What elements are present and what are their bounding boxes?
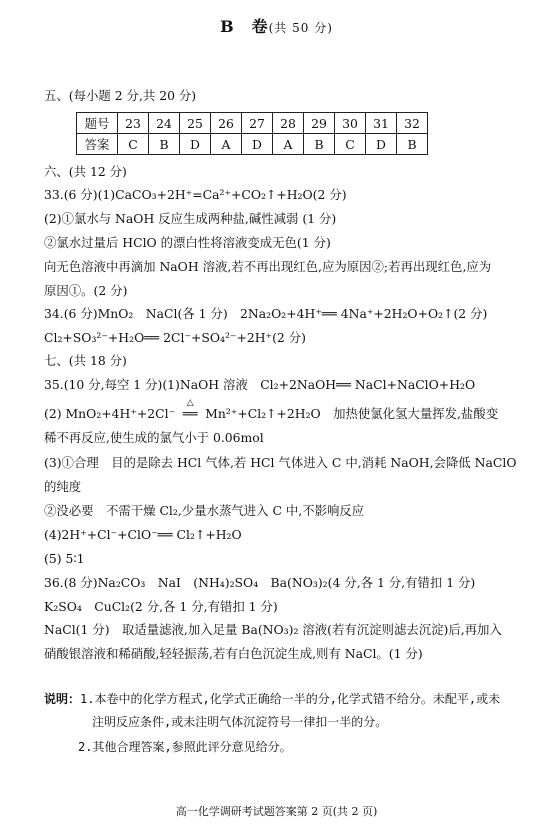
answer-cell: A (211, 134, 242, 155)
q33-line4a: 向无色溶液中再滴加 NaOH 溶液,若不再出现红色,应为原因②;若再出现红色,应为 (44, 259, 492, 274)
q33-line4b: 原因①。(2 分) (44, 283, 128, 298)
question-number-cell: 23 (118, 113, 149, 134)
page-footer: 高一化学调研考试题答案第 2 页(共 2 页) (175, 805, 378, 818)
q35-line5: 的纯度 (44, 479, 82, 494)
answer-cell: B (304, 134, 335, 155)
title-sub: (共 50 分) (268, 21, 333, 35)
question-number-cell: 31 (366, 113, 397, 134)
page-title (0, 14, 553, 37)
answer-cell: B (149, 134, 180, 155)
table-header-cell: 答案 (77, 134, 118, 155)
answer-cell: C (118, 134, 149, 155)
question-number-cell: 29 (304, 113, 335, 134)
q33-line3: ②氯水过量后 HClO 的漂白性将溶液变成无色(1 分) (44, 235, 331, 250)
question-number-cell: 28 (273, 113, 304, 134)
q34-line1: 34.(6 分)MnO₂ NaCl(各 1 分) 2Na₂O₂+4H⁺══ 4Na⁺+2H₂O+O₂↑(2 分) (44, 306, 488, 321)
q35-line4: (3)①合理 目的是除去 HCl 气体,若 HCl 气体进入 C 中,消耗 NaOH,会降低 NaClO (44, 455, 517, 470)
q34-line2: Cl₂+SO₃²⁻+H₂O══ 2Cl⁻+SO₄²⁻+2H⁺(2 分) (44, 330, 306, 345)
question-number-cell: 25 (180, 113, 211, 134)
table-row (77, 113, 428, 134)
q35-line1: 35.(10 分,每空 1 分)(1)NaOH 溶液 Cl₂+2NaOH══ NaCl+NaClO+H₂O (44, 377, 476, 392)
question-number-cell: 30 (335, 113, 366, 134)
answer-cell: C (335, 134, 366, 155)
answer-cell: A (273, 134, 304, 155)
answer-cell: D (180, 134, 211, 155)
q35-line8: (5) 5∶1 (44, 551, 85, 566)
q35-line2 (44, 398, 499, 422)
table-row (77, 134, 428, 155)
q35-line3: 稀不再反应,使生成的氯气小于 0.06mol (44, 430, 264, 445)
note-label: 说明： (44, 692, 81, 706)
answer-cell: B (397, 134, 428, 155)
heat-arrow: △ ══ (175, 406, 205, 422)
note-1b: 注明反应条件,或未注明气体沉淀符号一律扣一半的分。 (92, 715, 388, 729)
section7-heading: 七、(共 18 分) (44, 353, 127, 368)
title-main: B 卷 (220, 17, 269, 36)
question-number-cell: 32 (397, 113, 428, 134)
answer-cell: D (242, 134, 273, 155)
note-1a: 1.本卷中的化学方程式,化学式正确给一半的分,化学式错不给分。未配平,或未 (80, 692, 501, 706)
note-line1 (44, 691, 500, 707)
note-2: 2.其他合理答案,参照此评分意见给分。 (78, 740, 292, 754)
q36-line2: K₂SO₄ CuCl₂(2 分,各 1 分,有错扣 1 分) (44, 599, 278, 614)
q36-line3: NaCl(1 分) 取适量滤液,加入足量 Ba(NO₃)₂ 溶液(若有沉淀则滤去沉淀)后,再加入 (44, 622, 502, 637)
section5-heading: 五、(每小题 2 分,共 20 分) (44, 88, 197, 103)
table-header-cell: 题号 (77, 113, 118, 134)
delta-symbol: △ (186, 398, 194, 408)
answer-table (76, 112, 428, 155)
q35-eq-left: (2) MnO₂+4H⁺+2Cl⁻ (44, 406, 176, 421)
q35-line7: (4)2H⁺+Cl⁻+ClO⁻══ Cl₂↑+H₂O (44, 527, 242, 542)
q36-line4: 硝酸银溶液和稀硝酸,轻轻振荡,若有白色沉淀生成,则有 NaCl。(1 分) (44, 646, 423, 661)
q33-line1: 33.(6 分)(1)CaCO₃+2H⁺=Ca²⁺+CO₂↑+H₂O(2 分) (44, 187, 347, 202)
question-number-cell: 27 (242, 113, 273, 134)
q33-line2: (2)①氯水与 NaOH 反应生成两种盐,碱性减弱 (1 分) (44, 211, 337, 226)
q35-line6: ②没必要 不需干燥 Cl₂,少量水蒸气进入 C 中,不影响反应 (44, 503, 365, 518)
question-number-cell: 24 (149, 113, 180, 134)
question-number-cell: 26 (211, 113, 242, 134)
answer-cell: D (366, 134, 397, 155)
q35-eq-right: Mn²⁺+Cl₂↑+2H₂O 加热使氯化氢大量挥发,盐酸变 (205, 406, 499, 421)
section6-heading: 六、(共 12 分) (44, 164, 127, 179)
q36-line1: 36.(8 分)Na₂CO₃ NaI (NH₄)₂SO₄ Ba(NO₃)₂(4 分,各 1 分,有错扣 1 分) (44, 575, 476, 590)
